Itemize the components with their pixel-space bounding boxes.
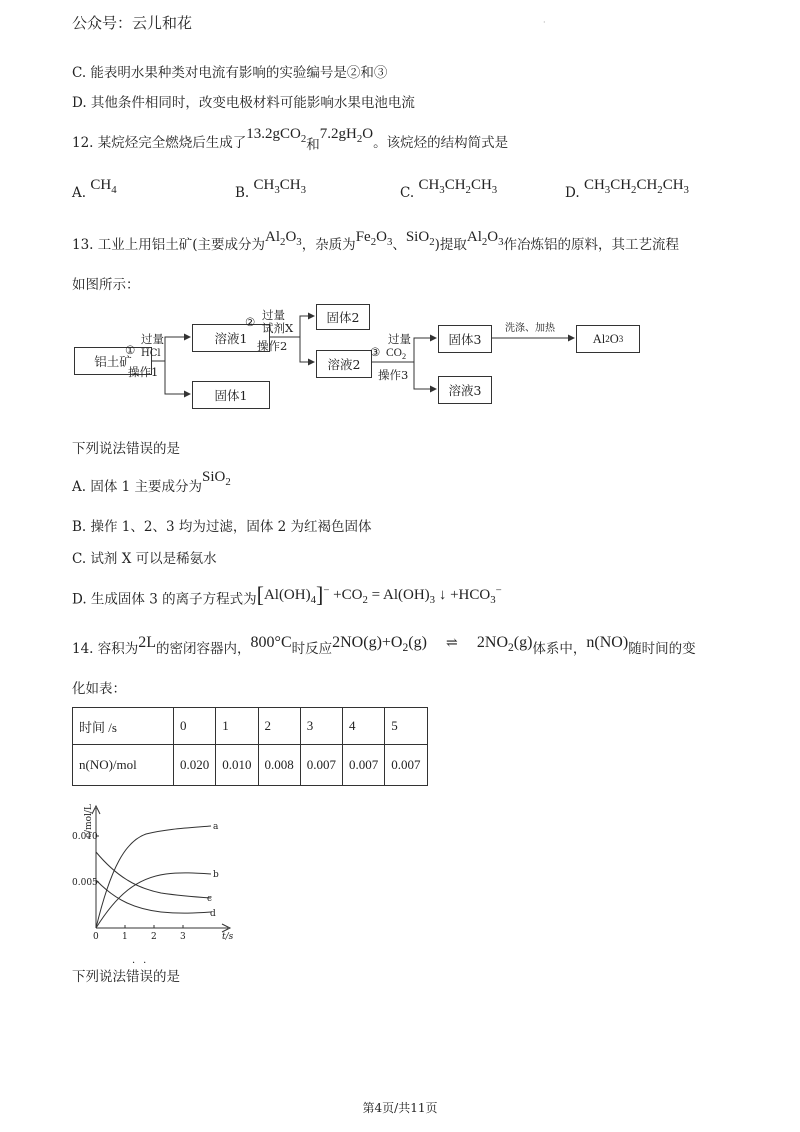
q12-stem: 12. 某烷烃完全燃烧后生成了13.2gCO$_2$和$7.2gH_2O$。该烷烃的结构简式是 — [72, 126, 509, 153]
q12-option-a: A. $CH_4$ — [72, 177, 117, 201]
graph-ytick: 0.010 — [72, 832, 98, 842]
equilibrium-arrow-icon: ⇌ — [446, 636, 458, 651]
emphasis-dots: ·· — [132, 958, 155, 969]
flow-step3-reagent: $CO_2$ — [386, 347, 407, 361]
flow-box-start: 铝土矿 — [74, 347, 152, 375]
flow-box-solution3: 溶液3 — [438, 376, 492, 404]
curve-label-d: d — [210, 909, 216, 919]
flow-step4: 洗涤、加热 — [505, 323, 555, 334]
flow-step3-top: 过量 — [388, 332, 411, 346]
q14-data-table — [72, 707, 428, 786]
flow-step2-circle: ② — [245, 315, 256, 329]
flow-step1-reagent: HCl — [141, 348, 161, 359]
q13-option-b: B. 操作 1、2、3 均为过滤，固体 2 为红褐色固体 — [72, 519, 372, 535]
curve-label-a: a — [213, 822, 219, 832]
graph-ylabel: c/mol/L — [84, 804, 94, 838]
q11-option-c: C. 能表明水果种类对电流有影响的实验编号是②和③ — [72, 65, 388, 81]
flow-step3-circle: ③ — [370, 345, 381, 359]
table-cell: 4 — [343, 708, 385, 745]
table-row — [73, 745, 428, 786]
graph-ytick: 0.005 — [72, 878, 98, 888]
q11-option-d: D. 其他条件相同时，改变电极材料可能影响水果电池电流 — [72, 95, 415, 111]
curve-b — [96, 873, 211, 928]
q13-stem: 13. 工业上用铝土矿(主要成分为$Al_2O_3$，杂质为$Fe_2O_3$、SiO$_2$)提取$Al_2O_3$作冶炼铝的原料，其工艺流程 — [72, 229, 680, 253]
curve-label-c: c — [207, 894, 213, 904]
page-footer: 第4页/共11页 — [362, 1101, 438, 1115]
flow-step2-op: 操作2 — [257, 339, 288, 353]
corner-dot: · — [543, 18, 546, 27]
table-cell: 2 — [258, 708, 300, 745]
q12-option-b: B. $CH_3CH_3$ — [235, 177, 307, 201]
table-cell: 5 — [385, 708, 427, 745]
q13-option-a: A. 固体 1 主要成分为SiO$_2$ — [72, 469, 231, 495]
table-cell: 0.020 — [174, 745, 216, 786]
q13-question: 下列说法错误的是 — [72, 441, 180, 457]
table-row — [73, 708, 428, 745]
flow-step2-reagent: 试剂X — [262, 321, 294, 335]
graph-xtick: 1 — [122, 932, 128, 942]
graph-xtick: 3 — [180, 932, 186, 942]
flow-box-solution2: 溶液2 — [316, 350, 372, 378]
table-cell: 0 — [174, 708, 216, 745]
graph-xtick: 2 — [151, 932, 157, 942]
table-cell: 0.007 — [343, 745, 385, 786]
table-cell: 0.008 — [258, 745, 300, 786]
watermark-header: 公众号：云儿和花 — [72, 14, 193, 32]
q12-option-a-formula: $CH_4$ — [90, 177, 117, 196]
curve-label-b: b — [213, 870, 219, 880]
flow-box-solution1: 溶液1 — [192, 324, 270, 352]
flow-box-solid2: 固体2 — [316, 304, 370, 330]
graph-xlabel: t/s — [222, 932, 234, 942]
curve-c — [96, 852, 211, 898]
table-cell: 0.007 — [385, 745, 427, 786]
graph-xtick: 0 — [93, 932, 99, 942]
q12-option-d: D. $CH_3CH_2CH_2CH_3$ — [565, 177, 689, 201]
flow-step2-top: 过量 — [262, 308, 285, 322]
table-header-cell: 时间 /s — [73, 708, 174, 745]
q13-option-d: D. 生成固体 3 的离子方程式为$[Al(OH)_4]^- +CO_2 = Al(OH)_3$ ↓ $+HCO_3^-$ — [72, 582, 502, 608]
flow-box-solid1: 固体1 — [192, 381, 270, 409]
table-cell: 1 — [216, 708, 258, 745]
q14-stem-line2: 化如表： — [72, 681, 126, 697]
flow-step3-op: 操作3 — [378, 368, 409, 382]
flow-box-solid3: 固体3 — [438, 325, 492, 353]
q14-question: 下列说法错误的是 — [72, 969, 180, 985]
flow-step1-op: 操作1 — [128, 365, 159, 379]
q13-stem-line2: 如图所示： — [72, 277, 140, 293]
q14-stem: 14. 容积为2L的密闭容器内，800°C时反应$2NO(g)+O_2(g)$ ⇌ $2NO_2(g)$体系中，n(NO)随时间的变 — [72, 634, 696, 657]
q12-option-c: C. $CH_3CH_2CH_3$ — [400, 177, 498, 201]
table-header-cell: n(NO)/mol — [73, 745, 174, 786]
flow-step1-circle: ① — [125, 343, 136, 357]
table-cell: 0.007 — [300, 745, 342, 786]
q13-option-c: C. 试剂 X 可以是稀氨水 — [72, 551, 217, 567]
flow-box-product: Al 2 O 3 — [576, 325, 640, 353]
flow-step1-top: 过量 — [141, 332, 164, 346]
table-cell: 3 — [300, 708, 342, 745]
table-cell: 0.010 — [216, 745, 258, 786]
